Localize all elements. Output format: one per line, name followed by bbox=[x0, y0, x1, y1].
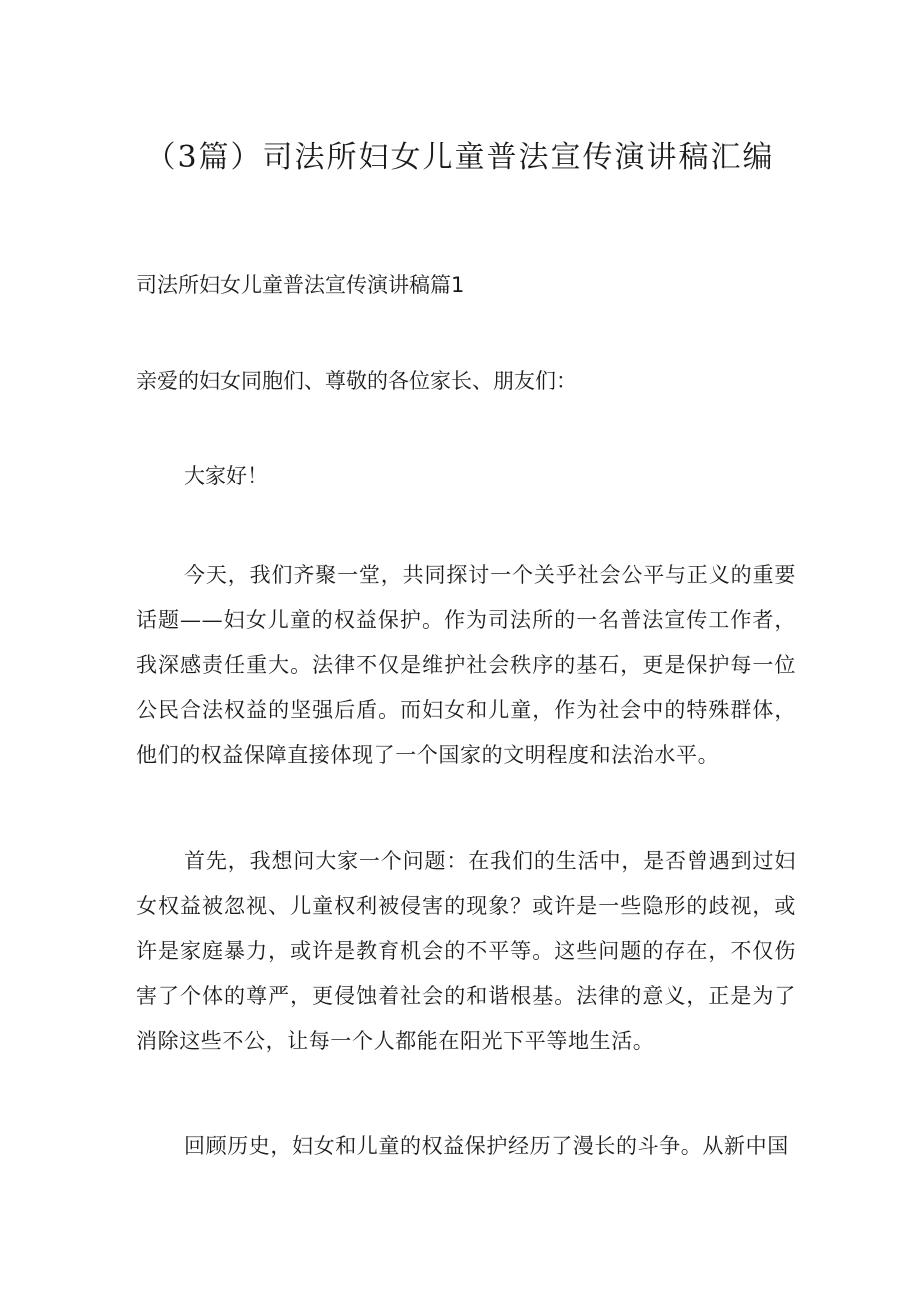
document-title: （3篇）司法所妇女儿童普法宣传演讲稿汇编 bbox=[145, 140, 775, 175]
greeting: 大家好！ bbox=[184, 464, 268, 488]
salutation: 亲爱的妇女同胞们、尊敬的各位家长、朋友们： bbox=[136, 369, 577, 393]
body-paragraph-2: 首先，我想问大家一个问题：在我们的生活中，是否曾遇到过妇女权益被忽视、儿童权利被侵害的现象？或许是一些隐形的歧视，或许是家庭暴力，或许是教育机会的不平等。这些问题的存在，不仅伤害了个体的尊严，更侵蚀着社会的和谐根基。法律的意义，正是为了消除这些不公，让每一个人都能在阳光下平等地生活。 bbox=[136, 849, 796, 1053]
section-heading: 司法所妇女儿童普法宣传演讲稿篇1 bbox=[136, 273, 465, 297]
body-paragraph-3: 回顾历史，妇女和儿童的权益保护经历了漫长的斗争。从新中国 bbox=[184, 1134, 789, 1158]
body-paragraph-1: 今天，我们齐聚一堂，共同探讨一个关乎社会公平与正义的重要话题——妇女儿童的权益保护。作为司法所的一名普法宣传工作者，我深感责任重大。法律不仅是维护社会秩序的基石，更是保护每一位公民合法权益的坚强后盾。而妇女和儿童，作为社会中的特殊群体，他们的权益保障直接体现了一个国家的文明程度和法治水平。 bbox=[136, 563, 796, 767]
